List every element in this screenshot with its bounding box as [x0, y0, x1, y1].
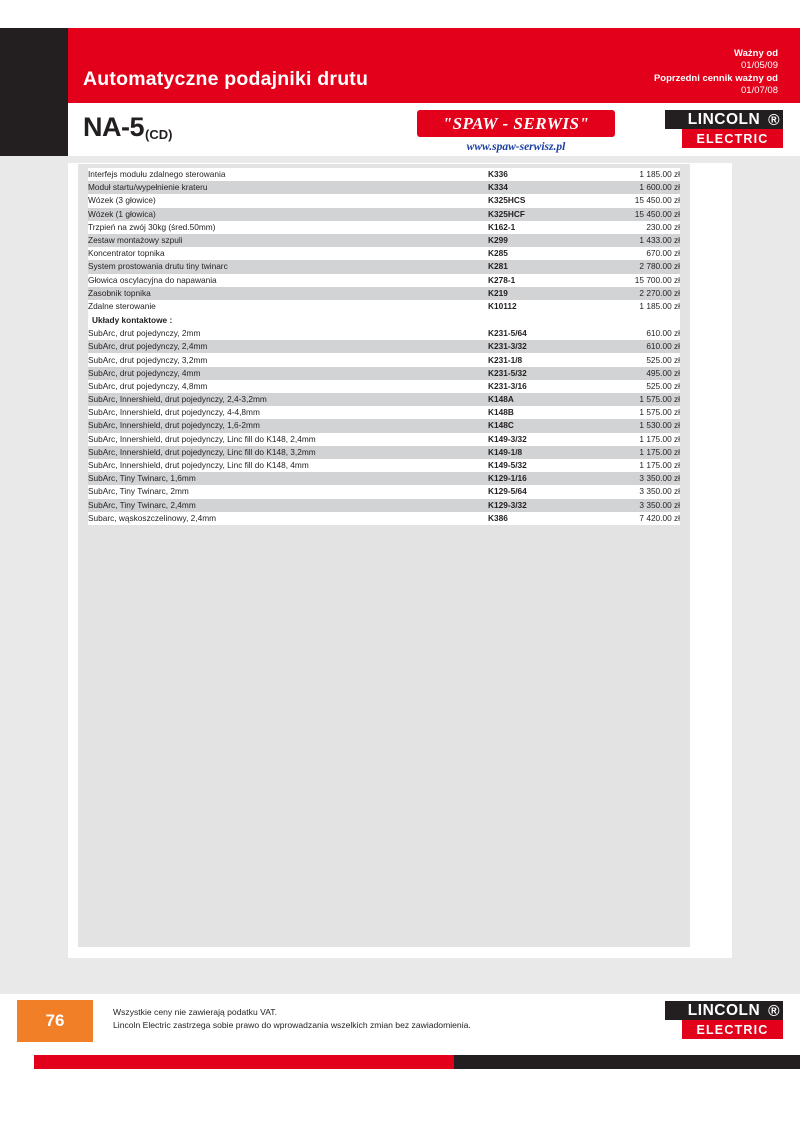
item-price: 525.00 zł	[578, 380, 680, 393]
item-code: K148C	[488, 419, 578, 432]
item-price: 2 270.00 zł	[578, 287, 680, 300]
item-code: K325HCF	[488, 208, 578, 221]
item-price: 495.00 zł	[578, 367, 680, 380]
item-code: K231-1/8	[488, 353, 578, 366]
registered-trademark-footer-icon: ®	[768, 1003, 780, 1020]
item-price: 1 600.00 zł	[578, 181, 680, 194]
validity-from-label: Ważny od	[734, 48, 778, 59]
electric-wordmark-footer-text: ELECTRIC	[696, 1022, 769, 1037]
item-price: 1 175.00 zł	[578, 433, 680, 446]
item-name: SubArc, Innershield, drut pojedynczy, Linc fill do K148, 4mm	[88, 459, 488, 472]
item-code: K278-1	[488, 274, 578, 287]
item-code: K129-1/16	[488, 472, 578, 485]
footer-note-line-1: Wszystkie ceny nie zawierają podatku VAT.	[113, 1007, 277, 1017]
bottom-red-band	[34, 1055, 454, 1069]
table-row	[88, 340, 680, 353]
validity-previous-value: 01/07/08	[741, 85, 778, 97]
item-price: 610.00 zł	[578, 340, 680, 353]
item-name: Trzpień na zwój 30kg (śred.50mm)	[88, 221, 488, 234]
item-code: K299	[488, 234, 578, 247]
item-price: 1 175.00 zł	[578, 446, 680, 459]
footer-disclaimer	[113, 1006, 471, 1032]
table-row	[88, 499, 680, 512]
table-row	[88, 274, 680, 287]
item-code: K325HCS	[488, 194, 578, 207]
item-code: K231-5/32	[488, 367, 578, 380]
item-code: K285	[488, 247, 578, 260]
item-code	[488, 313, 578, 327]
lincoln-wordmark-footer	[665, 1001, 783, 1020]
table-row	[88, 194, 680, 207]
footer-note-line-2: Lincoln Electric zastrzega sobie prawo do wprowadzania wszelkich zmian bez zawiadomienia.	[113, 1020, 471, 1030]
table-row	[88, 287, 680, 300]
table-row	[88, 327, 680, 340]
validity-previous-label: Poprzedni cennik ważny od	[653, 72, 778, 84]
item-code: K281	[488, 260, 578, 273]
item-code: K231-3/16	[488, 380, 578, 393]
item-name: SubArc, Tiny Twinarc, 2mm	[88, 485, 488, 498]
item-price: 1 575.00 zł	[578, 393, 680, 406]
lincoln-wordmark-footer-text: LINCOLN	[687, 1001, 761, 1019]
item-name: Koncentrator topnika	[88, 247, 488, 260]
table-row	[88, 247, 680, 260]
table-row	[88, 380, 680, 393]
item-name: SubArc, drut pojedynczy, 2,4mm	[88, 340, 488, 353]
item-price: 670.00 zł	[578, 247, 680, 260]
item-price: 3 350.00 zł	[578, 485, 680, 498]
table-row	[88, 459, 680, 472]
item-price: 3 350.00 zł	[578, 499, 680, 512]
table-row	[88, 367, 680, 380]
item-name: Zestaw montażowy szpuli	[88, 234, 488, 247]
validity-from-value: 01/05/09	[741, 60, 778, 72]
item-code: K129-3/32	[488, 499, 578, 512]
validity-info	[654, 48, 778, 98]
item-price: 15 450.00 zł	[578, 208, 680, 221]
price-table	[88, 168, 680, 525]
registered-trademark-icon: ®	[768, 112, 780, 129]
table-row	[88, 485, 680, 498]
item-code: K336	[488, 168, 578, 181]
electric-wordmark-footer	[682, 1020, 783, 1039]
item-price: 525.00 zł	[578, 353, 680, 366]
item-price: 1 185.00 zł	[578, 300, 680, 313]
item-name: SubArc, Innershield, drut pojedynczy, Linc fill do K148, 3,2mm	[88, 446, 488, 459]
page-number-text: 76	[45, 1011, 65, 1030]
item-name: SubArc, drut pojedynczy, 4mm	[88, 367, 488, 380]
page-number-badge	[17, 1000, 93, 1042]
item-name: Zdalne sterowanie	[88, 300, 488, 313]
item-name: System prostowania drutu tiny twinarc	[88, 260, 488, 273]
table-row	[88, 419, 680, 432]
product-model: NA-5	[83, 112, 145, 142]
item-code: K148A	[488, 393, 578, 406]
header-black-block	[0, 28, 68, 103]
item-code: K334	[488, 181, 578, 194]
table-row	[88, 512, 680, 525]
sub-header-black-block	[0, 103, 68, 156]
item-code: K10112	[488, 300, 578, 313]
table-row	[88, 181, 680, 194]
lincoln-wordmark-text: LINCOLN	[687, 110, 761, 128]
item-price: 3 350.00 zł	[578, 472, 680, 485]
lincoln-logo-header	[665, 110, 783, 148]
electric-wordmark-text: ELECTRIC	[696, 131, 769, 146]
item-name: Zasobnik topnika	[88, 287, 488, 300]
item-name: Wózek (1 głowica)	[88, 208, 488, 221]
item-name: Moduł startu/wypełnienie krateru	[88, 181, 488, 194]
table-section-row	[88, 313, 680, 327]
item-name: SubArc, Innershield, drut pojedynczy, 4-4,8mm	[88, 406, 488, 419]
table-row	[88, 446, 680, 459]
item-name: SubArc, Innershield, drut pojedynczy, Linc fill do K148, 2,4mm	[88, 433, 488, 446]
table-row	[88, 393, 680, 406]
item-name: Wózek (3 głowice)	[88, 194, 488, 207]
table-row	[88, 472, 680, 485]
item-price: 1 185.00 zł	[578, 168, 680, 181]
item-code: K149-3/32	[488, 433, 578, 446]
item-name: Interfejs modułu zdalnego sterowania	[88, 168, 488, 181]
item-price: 610.00 zł	[578, 327, 680, 340]
item-name: Subarc, wąskoszczelinowy, 2,4mm	[88, 512, 488, 525]
table-row	[88, 208, 680, 221]
item-code: K149-5/32	[488, 459, 578, 472]
price-table-body	[88, 168, 680, 525]
item-price: 1 433.00 zł	[578, 234, 680, 247]
item-price: 1 530.00 zł	[578, 419, 680, 432]
table-row	[88, 234, 680, 247]
item-price	[578, 313, 680, 327]
bottom-black-band	[454, 1055, 800, 1069]
item-name: Układy kontaktowe :	[88, 313, 488, 327]
partner-logo	[417, 110, 615, 137]
electric-wordmark	[682, 129, 783, 148]
table-row	[88, 353, 680, 366]
page-title: Automatyczne podajniki drutu	[83, 68, 369, 90]
lincoln-logo-footer	[665, 1001, 783, 1039]
item-name: SubArc, Tiny Twinarc, 1,6mm	[88, 472, 488, 485]
item-code: K231-5/64	[488, 327, 578, 340]
item-code: K149-1/8	[488, 446, 578, 459]
item-price: 15 450.00 zł	[578, 194, 680, 207]
lincoln-wordmark	[665, 110, 783, 129]
partner-website-link[interactable]: www.spaw-serwisz.pl	[466, 141, 566, 153]
item-code: K231-3/32	[488, 340, 578, 353]
item-price: 2 780.00 zł	[578, 260, 680, 273]
product-model-suffix: (CD)	[145, 127, 173, 142]
item-name: SubArc, drut pojedynczy, 2mm	[88, 327, 488, 340]
table-row	[88, 260, 680, 273]
table-row	[88, 406, 680, 419]
partner-logo-text: "SPAW - SERWIS"	[442, 113, 590, 133]
item-name: SubArc, Innershield, drut pojedynczy, 2,4-3,2mm	[88, 393, 488, 406]
table-row	[88, 433, 680, 446]
item-name: SubArc, Tiny Twinarc, 2,4mm	[88, 499, 488, 512]
item-price: 15 700.00 zł	[578, 274, 680, 287]
item-price: 7 420.00 zł	[578, 512, 680, 525]
table-row	[88, 300, 680, 313]
item-code: K386	[488, 512, 578, 525]
item-name: Głowica oscylacyjna do napawania	[88, 274, 488, 287]
item-code: K162-1	[488, 221, 578, 234]
table-row	[88, 221, 680, 234]
item-price: 230.00 zł	[578, 221, 680, 234]
item-name: SubArc, drut pojedynczy, 3,2mm	[88, 353, 488, 366]
item-name: SubArc, drut pojedynczy, 4,8mm	[88, 380, 488, 393]
item-code: K148B	[488, 406, 578, 419]
table-row	[88, 168, 680, 181]
item-price: 1 175.00 zł	[578, 459, 680, 472]
item-code: K219	[488, 287, 578, 300]
item-name: SubArc, Innershield, drut pojedynczy, 1,6-2mm	[88, 419, 488, 432]
item-price: 1 575.00 zł	[578, 406, 680, 419]
item-code: K129-5/64	[488, 485, 578, 498]
